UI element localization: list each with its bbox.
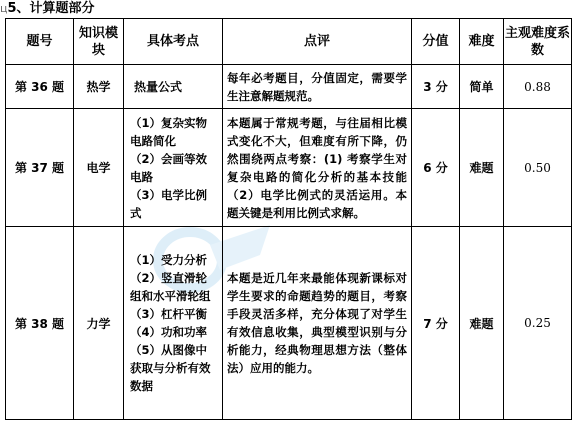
header-number: 题号	[6, 19, 74, 65]
difficulty-coefficient: 0.25	[504, 227, 572, 420]
header-module: 知识模块	[74, 19, 124, 65]
test-point: （1）受力分析	[130, 253, 208, 267]
test-points-cell	[124, 227, 223, 420]
test-point: （5）从图像中获取与分析有效数据	[130, 343, 211, 393]
knowledge-module: 力学	[74, 227, 124, 420]
section-heading	[0, 0, 95, 18]
test-point: （4）功和功率	[130, 325, 208, 339]
comment-cell	[223, 65, 412, 109]
test-point: （1）复杂实物电路简化	[130, 115, 208, 148]
question-number: 第 37 题	[6, 109, 74, 227]
exam-analysis-table	[5, 18, 572, 420]
comment-text: 本题是近几年来最能体现新课标对学生要求的命题趋势的题目，考察手段灵活多样，充分体现了对学生有效信息收集，典型模型识别与分析能力，经典物理思想方法（整体法）应用的能力。	[227, 271, 407, 375]
table-row	[6, 65, 572, 109]
score: 6 分	[412, 109, 460, 227]
test-point: （3）杠杆平衡	[130, 307, 208, 321]
knowledge-module: 热学	[74, 65, 124, 109]
table-header-row	[6, 19, 572, 65]
test-points-cell	[124, 65, 223, 109]
test-point: 热量公式	[134, 80, 183, 94]
question-number: 第 38 题	[6, 227, 74, 420]
header-difficulty: 难度	[460, 19, 504, 65]
difficulty-coefficient: 0.88	[504, 65, 572, 109]
header-comment: 点评	[223, 19, 412, 65]
score: 7 分	[412, 227, 460, 420]
table-row	[6, 109, 572, 227]
difficulty: 简单	[460, 65, 504, 109]
header-score: 分值	[412, 19, 460, 65]
comment-text: 本题属于常规考题，与往届相比模式变化不大，但难度有所下降，仍然围绕两点考察：(1) 考察学生对复杂电路的简化分析的基本技能（2）电学比例式的灵活运用。本题关键是利用比例式求解。	[227, 115, 407, 220]
section-marker: ц	[0, 2, 8, 15]
difficulty: 难题	[460, 109, 504, 227]
test-point: （2）竖直滑轮组和水平滑轮组	[130, 271, 211, 303]
test-point: （3）电学比例式	[130, 187, 208, 220]
table-row	[6, 227, 572, 420]
header-points: 具体考点	[124, 19, 223, 65]
comment-cell	[223, 109, 412, 227]
score: 3 分	[412, 65, 460, 109]
comment-cell	[223, 227, 412, 420]
test-point: （2）会画等效电路	[130, 151, 208, 184]
comment-text: 每年必考题目，分值固定，需要学生注意解题规范。	[227, 70, 407, 103]
section-title: 5、计算题部分	[7, 1, 95, 16]
test-points-cell	[124, 109, 223, 227]
difficulty: 难题	[460, 227, 504, 420]
header-coefficient: 主观难度系数	[504, 19, 572, 65]
question-number: 第 36 题	[6, 65, 74, 109]
knowledge-module: 电学	[74, 109, 124, 227]
difficulty-coefficient: 0.50	[504, 109, 572, 227]
